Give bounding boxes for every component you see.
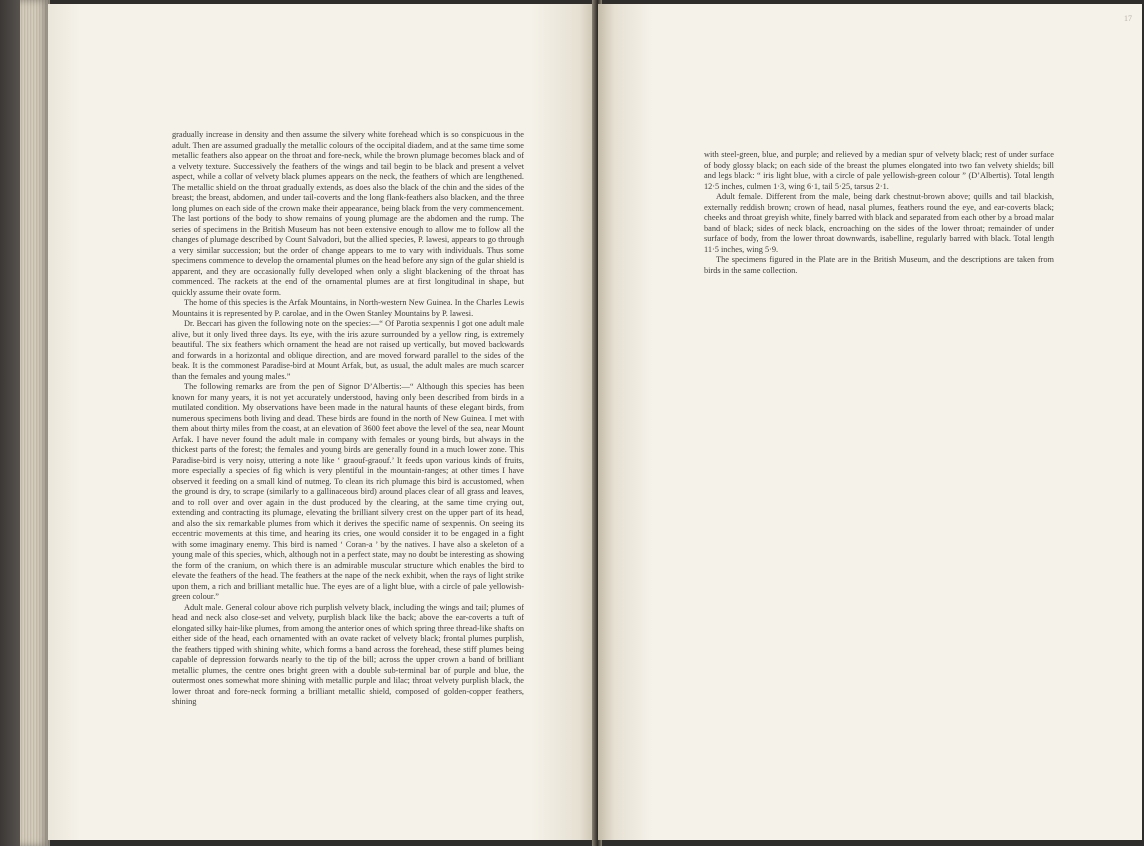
- paragraph: with steel-green, blue, and purple; and relieved by a median spur of velvety black; rest of under surface of body glossy black; on each side of the breast the plumes elongated into two fan velvety shields; bill and legs black: “ iris light blue, with a circle of pale yellowish-green colour ” (D’Albertis). Total length 12·5 inches, culmen 1·3, wing 6·1, tail 5·25, tarsus 2·1.: [704, 150, 1054, 191]
- left-page-text: [172, 130, 524, 708]
- paragraph: Adult female. Different from the male, being dark chestnut-brown above; quills and tail blackish, externally reddish brown; crown of head, nasal plumes, feathers round the eye, and ear-coverts black; cheeks and throat greyish white, finely barred with black and separated from each other by a broad malar band of black; sides of neck black, encroaching on the sides of the lower throat; remainder of under surface of body, from the lower throat downwards, isabelline, regularly barred with black. Total length 11·5 inches, wing 5·9.: [704, 192, 1054, 254]
- right-page: [598, 4, 1142, 840]
- paragraph: The home of this species is the Arfak Mountains, in North-western New Guinea. In the Charles Lewis Mountains it is represented by P. carolae, and in the Owen Stanley Mountains by P. lawesi.: [172, 298, 524, 318]
- paragraph: Dr. Beccari has given the following note on the species:—“ Of Parotia sexpennis I got one adult male alive, but it only lived three days. Its eye, with the iris azure surrounded by a yellow ring, is extremely beautiful. The six feathers which ornament the head are not raised up vertically, but moved backwards and forwards in a horizontal and oblique direction, and are moved forward parallel to the sides of the beak. It is the commonest Paradise-bird at Mount Arfak, but, as usual, the adult males are much scarcer than the females and young males.”: [172, 319, 524, 381]
- paragraph: The specimens figured in the Plate are in the British Museum, and the descriptions are taken from birds in the same collection.: [704, 255, 1054, 275]
- left-page: [48, 4, 596, 840]
- page-number: 17: [1124, 14, 1132, 23]
- paragraph: Adult male. General colour above rich purplish velvety black, including the wings and tail; plumes of head and neck also close-set and velvety, purplish black like the back; above the ear-coverts a tuft of elongated silky hair-like plumes, from among the anterior ones of which spring three thread-like shafts on either side of the head, each ornamented with an ovate racket of velvety black; frontal plumes purplish, the feathers tipped with shining white, which forms a band across the forehead, these stiff plumes being capable of depression forwards nearly to the tip of the bill; across the upper crown a band of brilliant metallic plumes, the centre ones bright green with a double sub-terminal bar of purple and blue, the outermost ones somewhat more shining with metallic purple and lilac; throat velvety purplish black, the lower throat and fore-neck forming a brilliant metallic shield, composed of golden-copper feathers, shining: [172, 602, 524, 706]
- paragraph: The following remarks are from the pen of Signor D’Albertis:—“ Although this species has been known for many years, it is not yet accurately understood, having only been described from birds in a mutilated condition. My observations have been made in the natural haunts of these elegant birds, from numerous specimens both living and dead. These birds are found in the north of New Guinea. I met with them about thirty miles from the coast, at an elevation of 3600 feet above the level of the sea, near Mount Arfak. I have never found the adult male in company with females or young birds, but always in the thickest parts of the forest; the females and young birds are generally found in a much lower zone. This Paradise-bird is very noisy, uttering a note like ‘ graouf-graouf.’ It feeds upon various kinds of fruits, more especially a species of fig which is very plentiful in the mountain-ranges; at other times I have observed it feeding on a small kind of nutmeg. To clean its rich plumage this bird is accustomed, when the ground is dry, to scrape (similarly to a gallinaceous bird) around places clear of all grass and leaves, and to roll over and over again in the dust produced by the clearing, at the same time crying out, extending and contracting its plumage, elevating the brilliant silvery crest on the upper part of its head, and also the six remarkable plumes from which it derives the specific name of sexpennis. On seeing its eccentric movements at this time, and hearing its cries, one would consider it to be engaged in a fight with some imaginary enemy. This bird is named ‘ Coran-a ’ by the natives. I have also a skeleton of a young male of this species, which, although not in a perfect state, may no doubt be interesting as showing the form of the cranium, on which there is an admirable muscular structure which enables the bird to elevate the feathers of the head. The feathers at the nape of the neck exhibit, when the rays of light strike upon them, a rich and brilliant metallic hue. The eyes are of a light blue, with a circle of pale yellowish-green colour.”: [172, 382, 524, 601]
- page-edges: [20, 0, 50, 846]
- right-page-text: [704, 150, 1054, 276]
- paragraph: gradually increase in density and then assume the silvery white forehead which is so conspicuous in the adult. Then are assumed gradually the metallic colours of the occipital diadem, and at the same time some metallic feathers also appear on the throat and fore-neck, while the brown plumage becomes black and of a velvety texture. Successively the feathers of the wings and tail begin to be black and present a velvet aspect, while a collar of velvety black plumes appears on the neck, the feathers of which are lengthened. The metallic shield on the throat gradually extends, as does also the black of the chin and the sides of the breast; the breast, abdomen, and under tail-coverts and the long flank-feathers also blacken, and the three long plumes on each side of the crown make their appearance, being black from the very commencement. The last portions of the body to show remains of young plumage are the abdomen and the rump. The series of specimens in the British Museum has not been extensive enough to allow me to follow all the changes of plumage described by Count Salvadori, but the allied species, P. lawesi, appears to go through a very similar succession; but the order of change appears to me to vary with individuals. Thus some specimens commence to develop the ornamental plumes on the head before any sign of the gular shield is apparent, and they are occasionally fully developed when only a slight blackening of the throat has commenced. The rackets at the end of the ornamental plumes are at first longitudinal in shape, but quickly assume their ovate form.: [172, 130, 524, 297]
